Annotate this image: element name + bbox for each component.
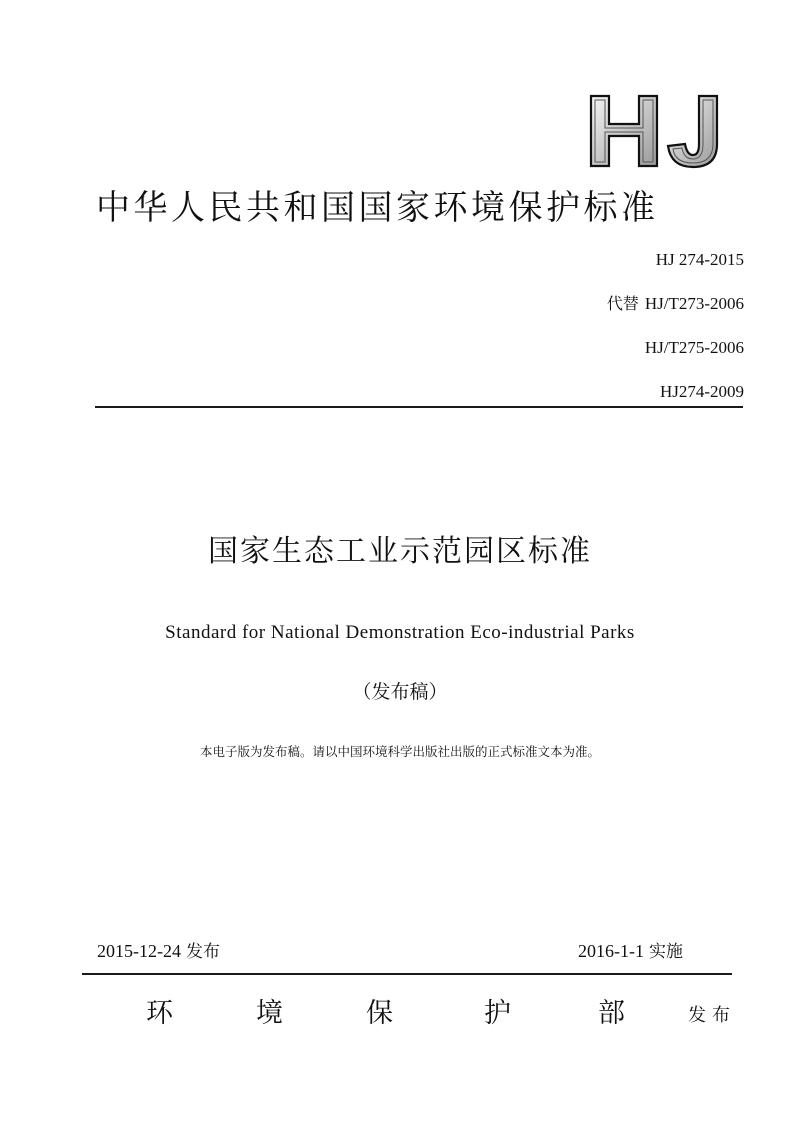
issuer [0, 996, 800, 1036]
issuer-char: 环 [146, 998, 173, 1029]
issuer-char: 护 [484, 998, 511, 1029]
replaces-row-1 [607, 292, 744, 336]
issue-date [97, 938, 220, 965]
issuer-publish-label: 发布 [688, 1005, 736, 1026]
top-divider [95, 406, 743, 408]
effective-date-value: 2016-1-1 [578, 941, 644, 961]
issuer-char: 保 [366, 998, 393, 1029]
issue-label: 发布 [186, 942, 220, 962]
org-title: 中华人民共和国国家环境保护标准 [96, 188, 659, 228]
standard-codes [607, 248, 744, 424]
effective-label: 实施 [649, 942, 683, 962]
issue-date-value: 2015-12-24 [97, 941, 181, 961]
draft-label: （发布稿） [352, 681, 448, 703]
replaced-standard: HJ/T273-2006 [644, 294, 744, 313]
issuer-char: 境 [256, 998, 283, 1029]
hj-logo [585, 92, 735, 170]
notice-text: 本电子版为发布稿。请以中国环境科学出版社出版的正式标准文本为准。 [199, 744, 600, 759]
document-title-en: Standard for National Demonstration Eco-industrial Parks [165, 622, 635, 643]
issuer-char: 部 [598, 998, 625, 1029]
replace-prefix: 代替 [606, 294, 639, 313]
document-title-cn: 国家生态工业示范园区标准 [208, 534, 592, 569]
bottom-divider [82, 973, 732, 975]
effective-date [578, 938, 683, 965]
standard-number: HJ 274-2015 [655, 250, 744, 269]
replaced-standard: HJ/T275-2006 [644, 338, 744, 357]
replaced-standard: HJ274-2009 [659, 382, 744, 401]
